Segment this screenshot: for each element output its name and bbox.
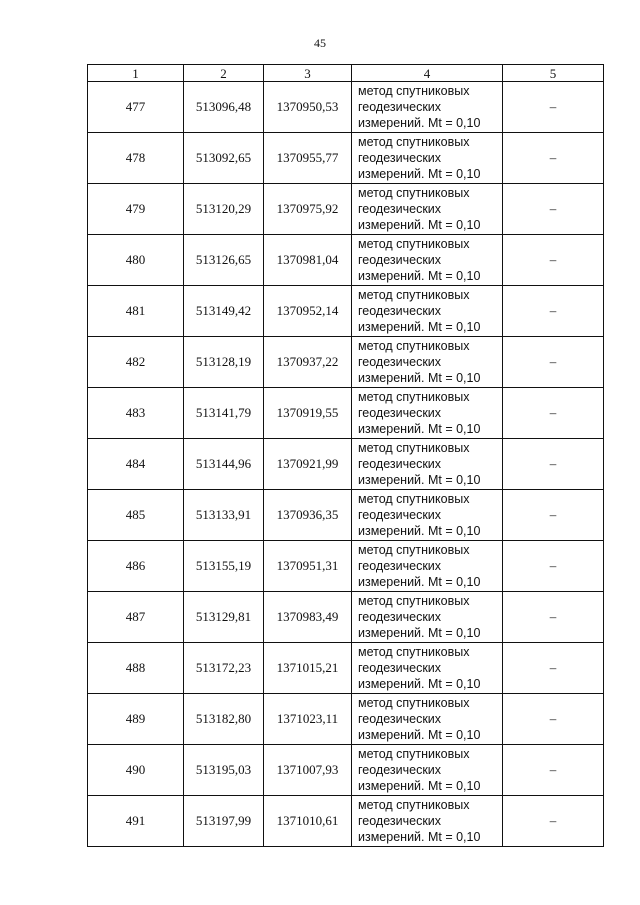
- table-row: [88, 133, 604, 184]
- y-coordinate-cell: 1371007,93: [264, 745, 352, 796]
- method-line: измерений. Mt = 0,10: [358, 167, 481, 181]
- x-coordinate-cell: 513197,99: [184, 796, 264, 847]
- x-coordinate-cell: 513149,42: [184, 286, 264, 337]
- x-coordinate-cell: 513126,65: [184, 235, 264, 286]
- note-cell: –: [503, 337, 604, 388]
- method-line: геодезических: [358, 355, 442, 369]
- method-cell: [352, 643, 503, 694]
- y-coordinate-cell: 1370937,22: [264, 337, 352, 388]
- y-coordinate-cell: 1370983,49: [264, 592, 352, 643]
- method-line: геодезических: [358, 763, 442, 777]
- table-row: [88, 286, 604, 337]
- method-line: геодезических: [358, 457, 442, 471]
- table-row: [88, 592, 604, 643]
- note-cell: –: [503, 388, 604, 439]
- point-number-cell: 488: [88, 643, 184, 694]
- point-number-cell: 490: [88, 745, 184, 796]
- x-coordinate-cell: 513144,96: [184, 439, 264, 490]
- point-number-cell: 484: [88, 439, 184, 490]
- column-header: 3: [264, 65, 352, 82]
- x-coordinate-cell: 513155,19: [184, 541, 264, 592]
- table-row: [88, 388, 604, 439]
- y-coordinate-cell: 1370936,35: [264, 490, 352, 541]
- y-coordinate-cell: 1370955,77: [264, 133, 352, 184]
- method-line: метод спутниковых: [358, 186, 470, 200]
- column-header: 5: [503, 65, 604, 82]
- method-line: метод спутниковых: [358, 339, 470, 353]
- note-cell: –: [503, 796, 604, 847]
- page-number: 45: [314, 36, 326, 50]
- point-number-cell: 485: [88, 490, 184, 541]
- method-cell: [352, 286, 503, 337]
- method-line: метод спутниковых: [358, 288, 470, 302]
- y-coordinate-cell: 1370921,99: [264, 439, 352, 490]
- method-line: метод спутниковых: [358, 747, 470, 761]
- method-line: геодезических: [358, 304, 442, 318]
- table-body: [88, 82, 604, 847]
- point-number-cell: 481: [88, 286, 184, 337]
- method-line: метод спутниковых: [358, 696, 470, 710]
- method-line: измерений. Mt = 0,10: [358, 473, 481, 487]
- x-coordinate-cell: 513129,81: [184, 592, 264, 643]
- method-cell: [352, 541, 503, 592]
- y-coordinate-cell: 1370981,04: [264, 235, 352, 286]
- x-coordinate-cell: 513172,23: [184, 643, 264, 694]
- y-coordinate-cell: 1370975,92: [264, 184, 352, 235]
- note-cell: –: [503, 184, 604, 235]
- x-coordinate-cell: 513120,29: [184, 184, 264, 235]
- method-cell: [352, 184, 503, 235]
- note-cell: –: [503, 592, 604, 643]
- x-coordinate-cell: 513141,79: [184, 388, 264, 439]
- method-line: метод спутниковых: [358, 798, 470, 812]
- point-number-cell: 478: [88, 133, 184, 184]
- method-cell: [352, 796, 503, 847]
- table-row: [88, 337, 604, 388]
- point-number-cell: 480: [88, 235, 184, 286]
- method-line: геодезических: [358, 559, 442, 573]
- point-number-cell: 486: [88, 541, 184, 592]
- method-line: измерений. Mt = 0,10: [358, 320, 481, 334]
- note-cell: –: [503, 541, 604, 592]
- method-line: геодезических: [358, 508, 442, 522]
- note-cell: –: [503, 235, 604, 286]
- table-row: [88, 490, 604, 541]
- method-line: метод спутниковых: [358, 645, 470, 659]
- method-line: измерений. Mt = 0,10: [358, 779, 481, 793]
- method-line: метод спутниковых: [358, 390, 470, 404]
- column-header: 4: [352, 65, 503, 82]
- x-coordinate-cell: 513195,03: [184, 745, 264, 796]
- point-number-cell: 482: [88, 337, 184, 388]
- method-line: метод спутниковых: [358, 543, 470, 557]
- method-line: измерений. Mt = 0,10: [358, 677, 481, 691]
- method-cell: [352, 133, 503, 184]
- method-line: геодезических: [358, 151, 442, 165]
- x-coordinate-cell: 513133,91: [184, 490, 264, 541]
- note-cell: –: [503, 286, 604, 337]
- method-line: метод спутниковых: [358, 492, 470, 506]
- note-cell: –: [503, 133, 604, 184]
- note-cell: –: [503, 490, 604, 541]
- method-line: геодезических: [358, 814, 442, 828]
- note-cell: –: [503, 82, 604, 133]
- y-coordinate-cell: 1371023,11: [264, 694, 352, 745]
- method-line: метод спутниковых: [358, 237, 470, 251]
- method-line: измерений. Mt = 0,10: [358, 371, 481, 385]
- method-line: измерений. Mt = 0,10: [358, 422, 481, 436]
- table-row: [88, 643, 604, 694]
- point-number-cell: 489: [88, 694, 184, 745]
- note-cell: –: [503, 694, 604, 745]
- table-row: [88, 235, 604, 286]
- note-cell: –: [503, 643, 604, 694]
- method-cell: [352, 439, 503, 490]
- method-line: измерений. Mt = 0,10: [358, 524, 481, 538]
- method-line: геодезических: [358, 406, 442, 420]
- y-coordinate-cell: 1370919,55: [264, 388, 352, 439]
- note-cell: –: [503, 745, 604, 796]
- method-line: геодезических: [358, 661, 442, 675]
- table-row: [88, 184, 604, 235]
- method-line: геодезических: [358, 100, 442, 114]
- method-line: измерений. Mt = 0,10: [358, 575, 481, 589]
- method-cell: [352, 745, 503, 796]
- method-line: измерений. Mt = 0,10: [358, 269, 481, 283]
- table-row: [88, 439, 604, 490]
- table-row: [88, 694, 604, 745]
- method-line: геодезических: [358, 712, 442, 726]
- method-cell: [352, 592, 503, 643]
- method-line: измерений. Mt = 0,10: [358, 218, 481, 232]
- method-line: измерений. Mt = 0,10: [358, 626, 481, 640]
- y-coordinate-cell: 1371015,21: [264, 643, 352, 694]
- method-cell: [352, 490, 503, 541]
- point-number-cell: 477: [88, 82, 184, 133]
- method-cell: [352, 694, 503, 745]
- y-coordinate-cell: 1370951,31: [264, 541, 352, 592]
- column-header: 1: [88, 65, 184, 82]
- table-row: [88, 796, 604, 847]
- x-coordinate-cell: 513092,65: [184, 133, 264, 184]
- x-coordinate-cell: 513128,19: [184, 337, 264, 388]
- point-number-cell: 479: [88, 184, 184, 235]
- x-coordinate-cell: 513096,48: [184, 82, 264, 133]
- y-coordinate-cell: 1371010,61: [264, 796, 352, 847]
- method-line: метод спутниковых: [358, 135, 470, 149]
- method-cell: [352, 82, 503, 133]
- point-number-cell: 487: [88, 592, 184, 643]
- note-cell: –: [503, 439, 604, 490]
- method-line: геодезических: [358, 610, 442, 624]
- column-header: 2: [184, 65, 264, 82]
- method-line: измерений. Mt = 0,10: [358, 728, 481, 742]
- method-line: метод спутниковых: [358, 84, 470, 98]
- table-row: [88, 541, 604, 592]
- table-row: [88, 745, 604, 796]
- method-line: геодезических: [358, 253, 442, 267]
- table-header-row: [88, 65, 604, 82]
- point-number-cell: 491: [88, 796, 184, 847]
- y-coordinate-cell: 1370950,53: [264, 82, 352, 133]
- coordinates-table: [87, 64, 604, 847]
- method-line: метод спутниковых: [358, 594, 470, 608]
- method-line: метод спутниковых: [358, 441, 470, 455]
- method-line: измерений. Mt = 0,10: [358, 116, 481, 130]
- method-cell: [352, 337, 503, 388]
- y-coordinate-cell: 1370952,14: [264, 286, 352, 337]
- method-line: геодезических: [358, 202, 442, 216]
- method-line: измерений. Mt = 0,10: [358, 830, 481, 844]
- table-row: [88, 82, 604, 133]
- method-cell: [352, 388, 503, 439]
- x-coordinate-cell: 513182,80: [184, 694, 264, 745]
- method-cell: [352, 235, 503, 286]
- point-number-cell: 483: [88, 388, 184, 439]
